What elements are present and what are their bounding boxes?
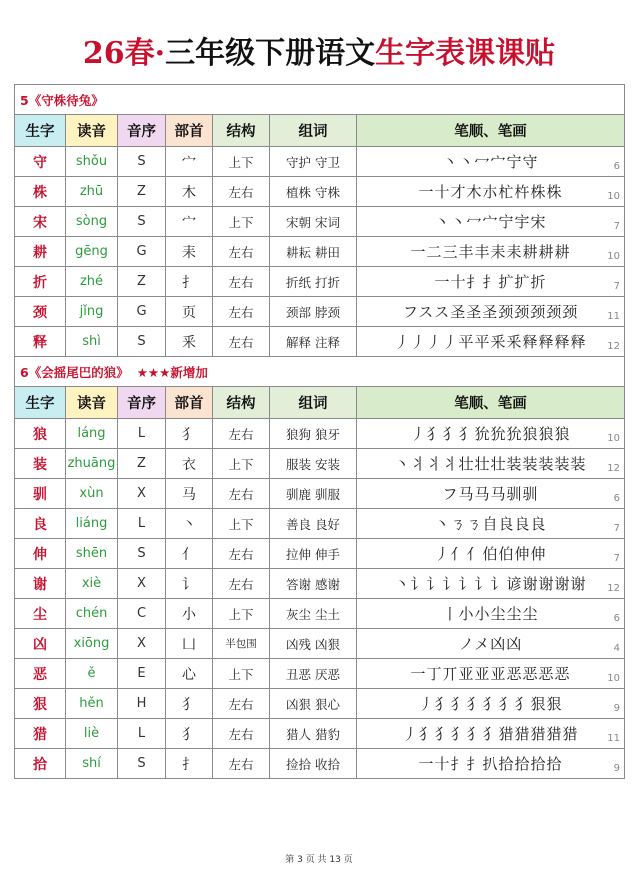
stroke-count: 12 <box>607 341 621 352</box>
cell-stroke-order <box>357 449 625 479</box>
cell-stroke-order <box>357 237 625 267</box>
stroke-count: 6 <box>613 161 621 172</box>
stroke-sequence: 丶丶冖宀宁守 <box>442 153 539 171</box>
stroke-count: 6 <box>613 613 621 624</box>
cell-stroke-order <box>357 177 625 207</box>
cell-pinyin: zhuāng <box>66 449 118 479</box>
cell-pinyin: liáng <box>66 509 118 539</box>
cell-structure: 左右 <box>213 479 270 509</box>
cell-pinyin: láng <box>66 419 118 449</box>
cell-char: 株 <box>15 177 66 207</box>
title-part-grade: 三年级下册语文 <box>165 36 376 71</box>
stroke-count: 9 <box>613 703 621 714</box>
cell-stroke-order <box>357 509 625 539</box>
cell-pinyin: xiōng <box>66 629 118 659</box>
cell-sound-order: X <box>118 569 166 599</box>
table-row <box>15 629 625 659</box>
stroke-count: 11 <box>607 311 621 322</box>
header-char: 生字 <box>15 387 66 419</box>
header-order: 音序 <box>118 115 166 147</box>
stroke-sequence: 一十才木朩杧杵株株 <box>418 183 563 201</box>
stroke-sequence: 丿亻亻伯伯伸伸 <box>434 545 547 563</box>
cell-words: 善良 良好 <box>270 509 357 539</box>
cell-words: 驯鹿 驯服 <box>270 479 357 509</box>
stroke-sequence: 丶丶冖宀宁宇宋 <box>434 213 547 231</box>
stroke-count: 10 <box>607 251 621 262</box>
cell-sound-order: S <box>118 749 166 779</box>
cell-words: 解释 注释 <box>270 327 357 357</box>
cell-char: 宋 <box>15 207 66 237</box>
cell-pinyin: chén <box>66 599 118 629</box>
cell-structure: 左右 <box>213 267 270 297</box>
cell-char: 释 <box>15 327 66 357</box>
cell-sound-order: C <box>118 599 166 629</box>
cell-char: 驯 <box>15 479 66 509</box>
cell-radical: 宀 <box>166 147 213 177</box>
cell-radical: 扌 <box>166 749 213 779</box>
stroke-count: 7 <box>613 523 621 534</box>
cell-char: 耕 <box>15 237 66 267</box>
stroke-sequence: フスス圣圣圣颈颈颈颈颈 <box>402 303 579 321</box>
table-row <box>15 267 625 297</box>
cell-sound-order: S <box>118 147 166 177</box>
stroke-count: 7 <box>613 553 621 564</box>
cell-structure: 上下 <box>213 147 270 177</box>
table-row <box>15 689 625 719</box>
stroke-count: 7 <box>613 221 621 232</box>
cell-radical: 釆 <box>166 327 213 357</box>
cell-structure: 左右 <box>213 689 270 719</box>
stroke-sequence: 丿犭犭犭犭犭猎猎猎猎猎 <box>402 725 579 743</box>
cell-words: 捡拾 收拾 <box>270 749 357 779</box>
cell-structure: 半包围 <box>213 629 270 659</box>
stroke-count: 11 <box>607 733 621 744</box>
cell-pinyin: zhū <box>66 177 118 207</box>
cell-radical: 扌 <box>166 267 213 297</box>
stroke-count: 9 <box>613 763 621 774</box>
title-part-topic: 生字表课课贴 <box>375 36 556 71</box>
cell-pinyin: zhé <box>66 267 118 297</box>
table-row <box>15 419 625 449</box>
cell-stroke-order <box>357 479 625 509</box>
cell-words: 植株 守株 <box>270 177 357 207</box>
cell-radical: 讠 <box>166 569 213 599</box>
stroke-count: 12 <box>607 463 621 474</box>
cell-stroke-order <box>357 629 625 659</box>
cell-stroke-order <box>357 749 625 779</box>
cell-stroke-order <box>357 297 625 327</box>
cell-radical: 小 <box>166 599 213 629</box>
cell-pinyin: xùn <box>66 479 118 509</box>
cell-radical: 宀 <box>166 207 213 237</box>
cell-words: 守护 守卫 <box>270 147 357 177</box>
header-structure: 结构 <box>213 387 270 419</box>
cell-radical: 马 <box>166 479 213 509</box>
cell-words: 颈部 脖颈 <box>270 297 357 327</box>
cell-char: 谢 <box>15 569 66 599</box>
cell-radical: 犭 <box>166 689 213 719</box>
header-structure: 结构 <box>213 115 270 147</box>
header-char: 生字 <box>15 115 66 147</box>
title-part-season: 26春· <box>82 36 166 71</box>
cell-char: 拾 <box>15 749 66 779</box>
cell-structure: 上下 <box>213 509 270 539</box>
cell-radical: 页 <box>166 297 213 327</box>
cell-radical: 丶 <box>166 509 213 539</box>
header-reading: 读音 <box>66 387 118 419</box>
stroke-sequence: 丿犭犭犭犭犭犭狠狠 <box>418 695 563 713</box>
cell-pinyin: ě <box>66 659 118 689</box>
table-row <box>15 719 625 749</box>
cell-pinyin: shì <box>66 327 118 357</box>
table-row <box>15 237 625 267</box>
cell-stroke-order <box>357 419 625 449</box>
cell-sound-order: S <box>118 207 166 237</box>
cell-structure: 上下 <box>213 599 270 629</box>
cell-char: 狠 <box>15 689 66 719</box>
cell-stroke-order <box>357 207 625 237</box>
cell-words: 凶狠 狠心 <box>270 689 357 719</box>
stroke-count: 7 <box>613 281 621 292</box>
cell-char: 颈 <box>15 297 66 327</box>
header-radical: 部首 <box>166 115 213 147</box>
stroke-count: 4 <box>613 643 621 654</box>
cell-structure: 左右 <box>213 749 270 779</box>
cell-structure: 上下 <box>213 207 270 237</box>
cell-sound-order: L <box>118 419 166 449</box>
cell-sound-order: G <box>118 237 166 267</box>
cell-char: 凶 <box>15 629 66 659</box>
table-row <box>15 207 625 237</box>
cell-char: 恶 <box>15 659 66 689</box>
stroke-sequence: 一十扌扌扒拾拾拾拾 <box>418 755 563 773</box>
cell-structure: 左右 <box>213 237 270 267</box>
cell-pinyin: shí <box>66 749 118 779</box>
cell-pinyin: shǒu <box>66 147 118 177</box>
cell-radical: 犭 <box>166 719 213 749</box>
cell-stroke-order <box>357 267 625 297</box>
stroke-count: 10 <box>607 191 621 202</box>
cell-sound-order: E <box>118 659 166 689</box>
cell-radical: 凵 <box>166 629 213 659</box>
cell-sound-order: H <box>118 689 166 719</box>
table-row <box>15 479 625 509</box>
stroke-sequence: 一丁丌亚亚亚恶恶恶恶 <box>410 665 571 683</box>
cell-pinyin: jǐng <box>66 297 118 327</box>
stroke-sequence: ノメ凶凶 <box>458 635 523 653</box>
table-row <box>15 599 625 629</box>
cell-words: 答谢 感谢 <box>270 569 357 599</box>
cell-stroke-order <box>357 539 625 569</box>
table-row <box>15 659 625 689</box>
header-words: 组词 <box>270 387 357 419</box>
cell-words: 宋朝 宋词 <box>270 207 357 237</box>
cell-structure: 上下 <box>213 449 270 479</box>
cell-structure: 左右 <box>213 297 270 327</box>
table-row <box>15 509 625 539</box>
cell-pinyin: xiè <box>66 569 118 599</box>
cell-words: 拉伸 伸手 <box>270 539 357 569</box>
stroke-count: 6 <box>613 493 621 504</box>
cell-words: 凶残 凶狠 <box>270 629 357 659</box>
cell-structure: 左右 <box>213 719 270 749</box>
cell-structure: 左右 <box>213 539 270 569</box>
cell-words: 耕耘 耕田 <box>270 237 357 267</box>
cell-char: 尘 <box>15 599 66 629</box>
cell-words: 灰尘 尘土 <box>270 599 357 629</box>
lesson-title: 5《守株待兔》 <box>20 92 104 108</box>
header-reading: 读音 <box>66 115 118 147</box>
stroke-count: 10 <box>607 673 621 684</box>
lesson-note: ★★★新增加 <box>136 364 208 380</box>
cell-stroke-order <box>357 599 625 629</box>
cell-char: 装 <box>15 449 66 479</box>
cell-words: 狼狗 狼牙 <box>270 419 357 449</box>
cell-stroke-order <box>357 569 625 599</box>
stroke-sequence: 一二三丰丰耒耒耕耕耕 <box>410 243 571 261</box>
cell-radical: 亻 <box>166 539 213 569</box>
cell-sound-order: G <box>118 297 166 327</box>
cell-structure: 上下 <box>213 659 270 689</box>
cell-sound-order: X <box>118 629 166 659</box>
table-header-row <box>15 387 625 419</box>
cell-pinyin: hěn <box>66 689 118 719</box>
page-title <box>0 34 638 74</box>
header-strokes: 笔顺、笔画 <box>357 387 625 419</box>
stroke-sequence: 丶丬丬丬壮壮壮装装装装装 <box>394 455 587 473</box>
table-row <box>15 327 625 357</box>
cell-stroke-order <box>357 659 625 689</box>
stroke-sequence: 丨小小尘尘尘 <box>442 605 539 623</box>
stroke-count: 12 <box>607 583 621 594</box>
cell-stroke-order <box>357 147 625 177</box>
cell-stroke-order <box>357 719 625 749</box>
stroke-sequence: 丿犭犭犭狁狁狁狼狼狼 <box>410 425 571 443</box>
table-row <box>15 749 625 779</box>
cell-char: 伸 <box>15 539 66 569</box>
page-footer: 第 3 页 共 13 页 <box>285 855 353 865</box>
cell-radical: 犭 <box>166 419 213 449</box>
cell-sound-order: Z <box>118 267 166 297</box>
header-strokes: 笔顺、笔画 <box>357 115 625 147</box>
cell-structure: 左右 <box>213 419 270 449</box>
lesson-title: 6《会摇尾巴的狼》 <box>20 364 129 380</box>
cell-structure: 左右 <box>213 177 270 207</box>
cell-structure: 左右 <box>213 327 270 357</box>
cell-pinyin: gēng <box>66 237 118 267</box>
table-row <box>15 147 625 177</box>
table-row <box>15 449 625 479</box>
stroke-count: 10 <box>607 433 621 444</box>
cell-sound-order: S <box>118 327 166 357</box>
cell-structure: 左右 <box>213 569 270 599</box>
cell-words: 猎人 猎豹 <box>270 719 357 749</box>
cell-radical: 耒 <box>166 237 213 267</box>
stroke-sequence: 丶讠讠讠讠讠讠谚谢谢谢谢 <box>394 575 587 593</box>
cell-char: 守 <box>15 147 66 177</box>
stroke-sequence: 丿丿丿丿平平釆釆释释释释 <box>394 333 587 351</box>
lesson-title-row <box>15 85 625 115</box>
table-row <box>15 539 625 569</box>
cell-pinyin: liè <box>66 719 118 749</box>
cell-words: 服装 安装 <box>270 449 357 479</box>
cell-radical: 木 <box>166 177 213 207</box>
character-table <box>14 84 625 779</box>
header-radical: 部首 <box>166 387 213 419</box>
cell-pinyin: shēn <box>66 539 118 569</box>
cell-char: 狼 <box>15 419 66 449</box>
cell-radical: 衣 <box>166 449 213 479</box>
stroke-sequence: フ马马马驯驯 <box>442 485 539 503</box>
cell-char: 良 <box>15 509 66 539</box>
header-words: 组词 <box>270 115 357 147</box>
table-header-row <box>15 115 625 147</box>
lesson-title-row <box>15 357 625 387</box>
cell-char: 折 <box>15 267 66 297</box>
cell-sound-order: X <box>118 479 166 509</box>
cell-radical: 心 <box>166 659 213 689</box>
table-row <box>15 297 625 327</box>
table-row <box>15 569 625 599</box>
cell-words: 丑恶 厌恶 <box>270 659 357 689</box>
cell-sound-order: Z <box>118 449 166 479</box>
cell-stroke-order <box>357 689 625 719</box>
header-order: 音序 <box>118 387 166 419</box>
stroke-sequence: 一十扌扌扩扩折 <box>434 273 547 291</box>
cell-words: 折纸 打折 <box>270 267 357 297</box>
cell-sound-order: Z <box>118 177 166 207</box>
cell-sound-order: L <box>118 719 166 749</box>
table-row <box>15 177 625 207</box>
stroke-sequence: 丶ㄋㄋ自良良良 <box>434 515 547 533</box>
cell-stroke-order <box>357 327 625 357</box>
cell-sound-order: L <box>118 509 166 539</box>
cell-pinyin: sòng <box>66 207 118 237</box>
cell-char: 猎 <box>15 719 66 749</box>
cell-sound-order: S <box>118 539 166 569</box>
